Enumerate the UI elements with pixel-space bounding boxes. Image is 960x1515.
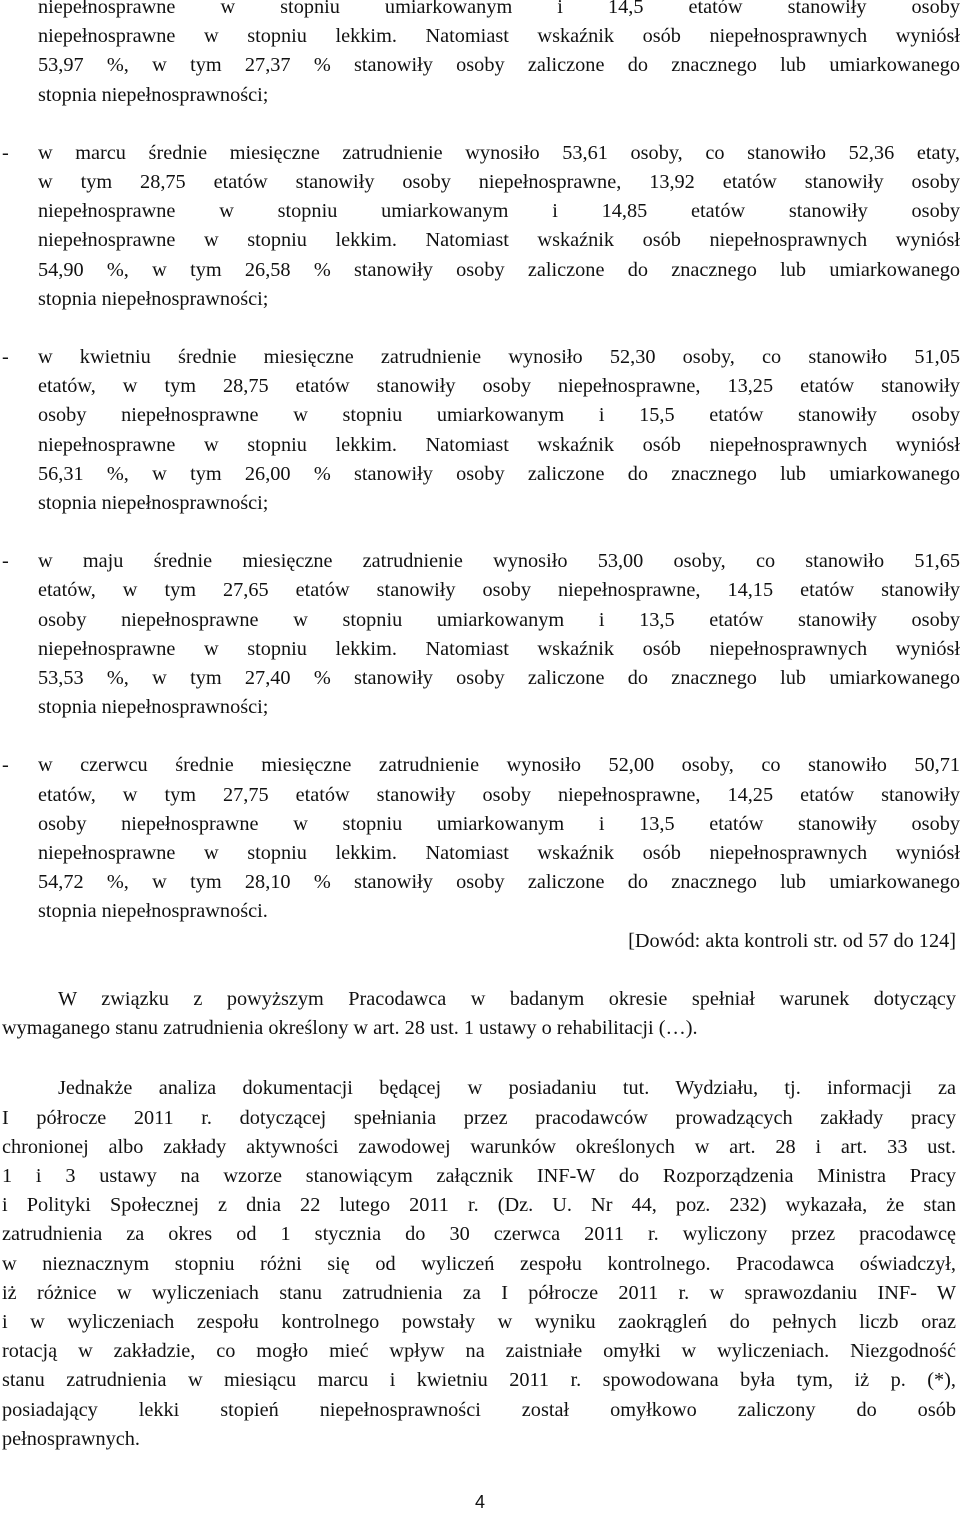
text-line: W związku z powyższym Pracodawca w badanym okresie spełniał warunek dotyczący (58, 987, 956, 1010)
text-line: 53,53 %, w tym 27,40 % stanowiły osoby zaliczone do znacznego lub umiarkowanego (38, 667, 960, 690)
text-line: 56,31 %, w tym 26,00 % stanowiły osoby zaliczone do znacznego lub umiarkowanego (38, 462, 960, 485)
text-line: Jednakże analiza dokumentacji będącej w posiadaniu tut. Wydziału, tj. informacji za (58, 1077, 956, 1100)
list-item (0, 547, 960, 722)
list-dash: - (2, 754, 9, 777)
text-line: 1 i 3 ustawy na wzorze stanowiącym załącznik INF-W do Rozporządzenia Ministra Pracy (2, 1164, 956, 1187)
paragraph-analysis (0, 1074, 960, 1454)
text-line: rotacją w zakładzie, co mogło mieć wpływ na zaistniałe omyłki w wyliczeniach. Niezgodność (2, 1340, 956, 1363)
text-line: etatów, w tym 28,75 etatów stanowiły osoby niepełnosprawne, 13,25 etatów stanowiły (38, 375, 960, 398)
text-line: stopnia niepełnosprawności; (38, 287, 269, 310)
text-line: niepełnosprawne w stopniu lekkim. Natomiast wskaźnik osób niepełnosprawnych wyniósł (38, 842, 960, 865)
text-line: stopnia niepełnosprawności; (38, 83, 269, 106)
text-line: w maju średnie miesięczne zatrudnienie wynosiło 53,00 osoby, co stanowiło 51,65 (38, 550, 960, 573)
text-line: niepełnosprawne w stopniu lekkim. Natomiast wskaźnik osób niepełnosprawnych wyniósł (38, 25, 960, 48)
text-line: w nieznacznym stopniu różni się od wyliczeń zespołu kontrolnego. Pracodawca oświadczył, (2, 1252, 956, 1275)
text-line: etatów, w tym 27,65 etatów stanowiły osoby niepełnosprawne, 14,15 etatów stanowiły (38, 579, 960, 602)
text-line: osoby niepełnosprawne w stopniu umiarkowanym i 13,5 etatów stanowiły osoby (38, 608, 960, 631)
text-line: i w wyliczeniach zespołu kontrolnego powstały w wyniku zaokrągleń do pełnych liczb oraz (2, 1310, 956, 1333)
text-line: osoby niepełnosprawne w stopniu umiarkowanym i 13,5 etatów stanowiły osoby (38, 812, 960, 835)
list-item (0, 343, 960, 518)
text-line: stopnia niepełnosprawności; (38, 696, 269, 719)
monthly-employment-list (0, 139, 960, 927)
text-line: stanu zatrudnienia w miesiącu marcu i kwietniu 2011 r. spowodowana była tym, iż p. (*), (2, 1369, 956, 1392)
text-line: 54,72 %, w tym 28,10 % stanowiły osoby zaliczone do znacznego lub umiarkowanego (38, 871, 960, 894)
text-line: I półrocze 2011 r. dotyczącej spełniania przez pracodawców prowadzących zakłady pracy (2, 1106, 956, 1129)
text-line: niepełnosprawne w stopniu lekkim. Natomiast wskaźnik osób niepełnosprawnych wyniósł (38, 433, 960, 456)
text-line: w kwietniu średnie miesięczne zatrudnienie wynosiło 52,30 osoby, co stanowiło 51,05 (38, 346, 960, 369)
text-line: niepełnosprawne w stopniu lekkim. Natomiast wskaźnik osób niepełnosprawnych wyniósł (38, 637, 960, 660)
list-dash: - (2, 550, 9, 573)
text-line: 54,90 %, w tym 26,58 % stanowiły osoby zaliczone do znacznego lub umiarkowanego (38, 258, 960, 281)
text-line: niepełnosprawne w stopniu umiarkowanym i 14,85 etatów stanowiły osoby (38, 200, 960, 223)
text-line: stopnia niepełnosprawności. (38, 900, 268, 923)
text-line: niepełnosprawne w stopniu umiarkowanym i 14,5 etatów stanowiły osoby (38, 0, 960, 18)
text-line: etatów, w tym 27,75 etatów stanowiły osoby niepełnosprawne, 14,25 etatów stanowiły (38, 783, 960, 806)
paragraph-requirement-met (0, 985, 960, 1043)
list-dash: - (2, 141, 9, 164)
text-line: stopnia niepełnosprawności; (38, 492, 269, 515)
text-line: w tym 28,75 etatów stanowiły osoby niepełnosprawne, 13,92 etatów stanowiły osoby (38, 171, 960, 194)
text-line: i Polityki Społecznej z dnia 22 lutego 2011 r. (Dz. U. Nr 44, poz. 232) wykazała, że stan (2, 1194, 956, 1217)
list-dash: - (2, 346, 9, 369)
list-item-continuation (0, 0, 960, 110)
text-line: posiadający lekki stopień niepełnosprawności został omyłkowo zaliczony do osób (2, 1398, 956, 1421)
list-item (0, 751, 960, 926)
text-line: w marcu średnie miesięczne zatrudnienie wynosiło 53,61 osoby, co stanowiło 52,36 etaty, (38, 141, 960, 164)
list-item (0, 139, 960, 314)
text-line: zatrudnienia za okres od 1 stycznia do 30 czerwca 2011 r. wyliczony przez pracodawcę (2, 1223, 956, 1246)
text-line: pełnosprawnych. (2, 1427, 140, 1450)
page-number: 4 (474, 1492, 485, 1512)
text-line: niepełnosprawne w stopniu lekkim. Natomiast wskaźnik osób niepełnosprawnych wyniósł (38, 229, 960, 252)
evidence-reference: [Dowód: akta kontroli str. od 57 do 124] (628, 929, 956, 952)
text-line: osoby niepełnosprawne w stopniu umiarkowanym i 15,5 etatów stanowiły osoby (38, 404, 960, 427)
text-line: 53,97 %, w tym 27,37 % stanowiły osoby zaliczone do znacznego lub umiarkowanego (38, 54, 960, 77)
text-line: iż różnice w wyliczeniach stanu zatrudnienia za I półrocze 2011 r. w sprawozdaniu INF- W (2, 1281, 956, 1304)
text-line: w czerwcu średnie miesięczne zatrudnienie wynosiło 52,00 osoby, co stanowiło 50,71 (38, 754, 960, 777)
text-line: chronionej albo zakłady aktywności zawodowej warunków określonych w art. 28 i art. 33 ust. (2, 1135, 956, 1158)
text-line: wymaganego stanu zatrudnienia określony w art. 28 ust. 1 ustawy o rehabilitacji (…). (2, 1017, 698, 1040)
